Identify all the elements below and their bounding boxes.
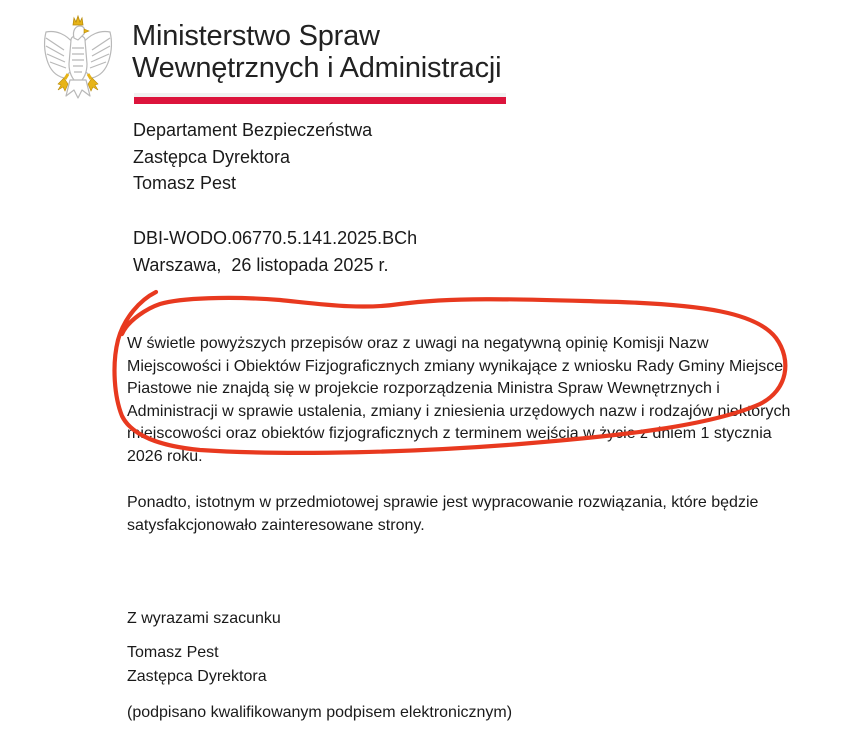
sender-department: Departament Bezpieczeństwa (133, 120, 373, 140)
place-date: Warszawa, 26 listopada 2025 r. (133, 254, 389, 275)
sender-name: Tomasz Pest (133, 173, 237, 193)
ministry-name-line2: Wewnętrznych i Administracji (132, 52, 502, 84)
closing-name: Tomasz Pest (127, 644, 219, 661)
reference-block (133, 225, 417, 278)
sender-block (133, 117, 372, 197)
closing-position: Zastępca Dyrektora (127, 668, 267, 685)
white-eagle-emblem-icon (38, 14, 118, 106)
sender-position: Zastępca Dyrektora (133, 146, 291, 167)
ministry-name-line1: Ministerstwo Spraw (132, 20, 380, 52)
flag-bar (134, 93, 506, 104)
case-number: DBI-WODO.06770.5.141.2025.BCh (133, 228, 418, 248)
body-paragraph-2: Ponadto, istotnym w przedmiotowej sprawie jest wypracowanie rozwiązania, które będzie satysfakcjonowało zainteresowane strony. (127, 494, 759, 534)
signature-note: (podpisano kwalifikowanym podpisem elektronicznym) (127, 704, 513, 721)
flag-bar-red (134, 97, 506, 104)
body-paragraph-1: W świetle powyższych przepisów oraz z uwagi na negatywną opinię Komisji Nazw Miejscowości i Obiektów Fizjograficznych zmiany wynikające z wniosku Rady Gminy Miejsce Piastowe nie znajdą się w projekcie rozporządzenia Ministra Spraw Wewnętrznych i Administracji w sprawie ustalenia, zmiany i zniesienia urzędowych nazw i rodzajów niektórych miejscowości oraz obiektów fizjograficznych z terminem wejścia w życie z dniem 1 stycznia 2026 roku. (127, 335, 791, 465)
closing-greeting: Z wyrazami szacunku (127, 610, 281, 627)
ministry-name (132, 20, 501, 84)
